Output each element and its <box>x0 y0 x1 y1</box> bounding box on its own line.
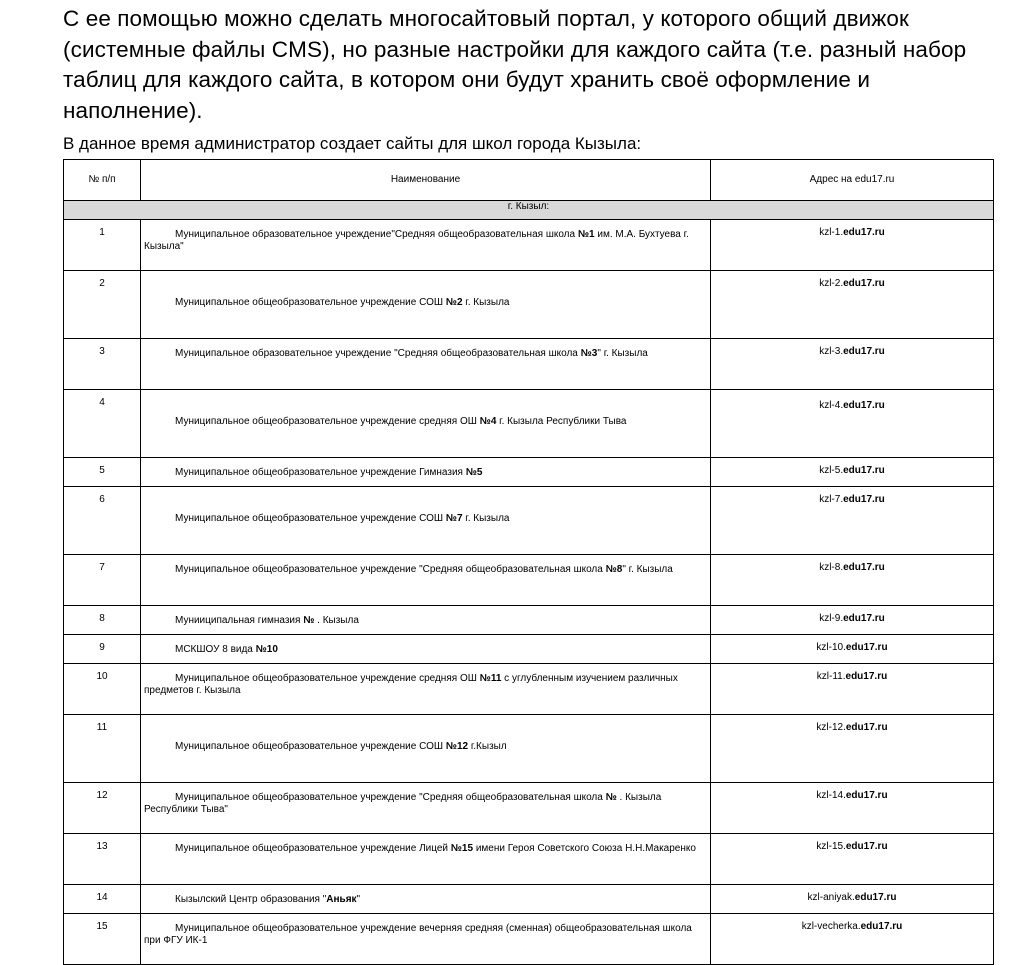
site-domain: edu17.ru <box>843 613 885 624</box>
school-name-suffix: г.Кызыл <box>468 741 507 752</box>
table-row <box>64 339 994 390</box>
school-name <box>141 783 711 834</box>
school-name <box>141 271 711 339</box>
school-name-text: Муниципальное общеобразовательное учреждение средняя ОШ <box>175 416 480 427</box>
row-number: 12 <box>64 783 141 834</box>
table-row <box>64 664 994 715</box>
school-name-suffix: им. М.А. Бухтуева г. Кызыла" <box>144 229 689 252</box>
school-number: №2 <box>445 297 463 308</box>
intro-paragraph: С ее помощью можно сделать многосайтовый портал, у которого общий движок (системные файлы CMS), но разные настройки для каждого сайта (т.е. разный набор таблиц для каждого сайта, в котором они будут хранить своё оформление и наполнение). <box>63 6 967 123</box>
table-row <box>64 390 994 458</box>
city-group-cell: г. Кызыл: <box>64 201 994 220</box>
table-row <box>64 220 994 271</box>
site-address <box>711 390 994 458</box>
site-subdomain: kzl-12. <box>816 722 846 733</box>
table-row <box>64 885 994 914</box>
school-name <box>141 834 711 885</box>
school-name <box>141 635 711 664</box>
school-name-text: Муниципальное образовательное учреждение"Средняя общеобразовательная школа <box>175 229 578 240</box>
school-name <box>141 555 711 606</box>
school-name-text: Муниципальное общеобразовательное учреждение СОШ <box>175 297 446 308</box>
school-name-suffix: г. Кызыла <box>462 297 510 308</box>
school-name <box>141 885 711 914</box>
site-address <box>711 914 994 965</box>
header-address: Адрес на edu17.ru <box>711 160 994 201</box>
school-number: №3 <box>580 348 598 359</box>
site-subdomain: kzl-8. <box>819 562 844 573</box>
site-domain: edu17.ru <box>845 790 888 801</box>
schools-table <box>63 159 994 965</box>
school-name-text: Муниципальное общеобразовательное учреждение "Средняя общеобразовательная школа <box>175 564 606 575</box>
site-domain: edu17.ru <box>843 278 885 289</box>
school-name-text: Муниципальное общеобразовательное учреждение СОШ <box>175 513 446 524</box>
school-name-text: МСКШОУ 8 вида <box>175 644 256 655</box>
school-number: №4 <box>479 416 497 427</box>
site-subdomain: kzl-3. <box>819 346 844 357</box>
row-number: 14 <box>64 885 141 914</box>
row-number: 13 <box>64 834 141 885</box>
school-name <box>141 914 711 965</box>
school-number: №10 <box>255 644 278 655</box>
row-number: 8 <box>64 606 141 635</box>
school-name-suffix: " г. Кызыла <box>622 564 673 575</box>
school-name-text: Муниципальное общеобразовательное учреждение Лицей <box>175 843 451 854</box>
school-number: №15 <box>450 843 474 854</box>
site-domain: edu17.ru <box>845 642 888 653</box>
site-subdomain: kzl-1. <box>819 227 844 238</box>
school-name-text: Муниципальное общеобразовательное учреждение СОШ <box>175 741 446 752</box>
site-address <box>711 606 994 635</box>
school-name <box>141 487 711 555</box>
table-header-row <box>64 160 994 201</box>
row-number: 1 <box>64 220 141 271</box>
row-number: 11 <box>64 715 141 783</box>
site-address <box>711 715 994 783</box>
lead-sentence: В данное время администратор создает сайты для школ города Кызыла: <box>63 134 642 153</box>
school-number: №7 <box>445 513 463 524</box>
row-number: 15 <box>64 914 141 965</box>
row-number: 9 <box>64 635 141 664</box>
row-number: 5 <box>64 458 141 487</box>
site-domain: edu17.ru <box>845 841 888 852</box>
school-name-text: Муниципальное общеобразовательное учреждение "Средняя общеобразовательная школа <box>175 792 606 803</box>
site-subdomain: kzl-9. <box>819 613 844 624</box>
school-name-suffix: г. Кызыла Республики Тыва <box>496 416 627 427</box>
header-num: № п/п <box>64 160 141 201</box>
site-subdomain: kzl-vecherka. <box>801 921 861 932</box>
table-row <box>64 271 994 339</box>
school-name <box>141 220 711 271</box>
site-domain: edu17.ru <box>843 346 885 357</box>
site-address <box>711 555 994 606</box>
site-address <box>711 487 994 555</box>
school-number: №5 <box>465 467 483 478</box>
site-address <box>711 783 994 834</box>
site-subdomain: kzl-5. <box>819 465 844 476</box>
school-name <box>141 715 711 783</box>
row-number: 2 <box>64 271 141 339</box>
site-subdomain: kzl-4. <box>819 400 844 411</box>
school-number: № <box>605 792 617 803</box>
site-address <box>711 834 994 885</box>
city-group-row <box>64 201 994 220</box>
site-domain: edu17.ru <box>843 494 885 505</box>
school-name-text: Мунииципальная гимназия <box>175 615 304 626</box>
school-name <box>141 390 711 458</box>
site-subdomain: kzl-15. <box>816 841 846 852</box>
school-name-text: Муниципальное общеобразовательное учреждение вечерняя средняя (сменная) общеобразовательная школа при ФГУ ИК-1 <box>144 923 692 946</box>
site-address <box>711 271 994 339</box>
site-domain: edu17.ru <box>843 465 885 476</box>
site-subdomain: kzl-aniyak. <box>807 892 855 903</box>
school-name-text: Муниципальное общеобразовательное учреждение средняя ОШ <box>175 673 480 684</box>
school-name-suffix: имени Героя Советского Союза Н.Н.Макаренко <box>473 843 696 854</box>
site-address <box>711 458 994 487</box>
table-row <box>64 458 994 487</box>
site-subdomain: kzl-2. <box>819 278 844 289</box>
table-row <box>64 487 994 555</box>
site-address <box>711 635 994 664</box>
school-name-suffix: . Кызыла Республики Тыва" <box>144 792 662 815</box>
school-name <box>141 458 711 487</box>
school-name-suffix: с углубленным изучением различных предметов г. Кызыла <box>144 673 678 696</box>
table-row <box>64 914 994 965</box>
school-name-suffix: " <box>356 894 361 905</box>
site-domain: edu17.ru <box>860 921 903 932</box>
school-number: № <box>303 615 315 626</box>
site-subdomain: kzl-14. <box>816 790 846 801</box>
school-name-text: Кызылский Центр образования " <box>175 894 327 905</box>
table-row <box>64 783 994 834</box>
school-name <box>141 339 711 390</box>
school-name-suffix: . Кызыла <box>314 615 359 626</box>
site-subdomain: kzl-11. <box>816 671 846 682</box>
school-number: №1 <box>577 229 595 240</box>
site-subdomain: kzl-10. <box>816 642 846 653</box>
school-number: №11 <box>479 673 502 684</box>
table-row <box>64 834 994 885</box>
school-number: №12 <box>445 741 469 752</box>
site-address <box>711 220 994 271</box>
site-domain: edu17.ru <box>843 400 885 411</box>
school-number: №8 <box>605 564 623 575</box>
row-number: 10 <box>64 664 141 715</box>
row-number: 4 <box>64 390 141 458</box>
school-name <box>141 606 711 635</box>
school-number: Аньяк <box>326 894 357 905</box>
site-domain: edu17.ru <box>843 227 885 238</box>
school-name-suffix: г. Кызыла <box>462 513 510 524</box>
table-row <box>64 635 994 664</box>
site-address <box>711 664 994 715</box>
site-domain: edu17.ru <box>843 562 885 573</box>
table-row <box>64 715 994 783</box>
row-number: 7 <box>64 555 141 606</box>
school-name-text: Муниципальное общеобразовательное учреждение Гимназия <box>175 467 466 478</box>
site-domain: edu17.ru <box>854 892 897 903</box>
site-address <box>711 885 994 914</box>
row-number: 6 <box>64 487 141 555</box>
site-domain: edu17.ru <box>845 722 888 733</box>
site-address <box>711 339 994 390</box>
row-number: 3 <box>64 339 141 390</box>
site-subdomain: kzl-7. <box>819 494 844 505</box>
school-name-suffix: " г. Кызыла <box>597 348 648 359</box>
header-name: Наименование <box>141 160 711 201</box>
school-name-text: Муниципальное образовательное учреждение "Средняя общеобразовательная школа <box>175 348 581 359</box>
table-row <box>64 555 994 606</box>
site-domain: edu17.ru <box>845 671 888 682</box>
school-name <box>141 664 711 715</box>
table-row <box>64 606 994 635</box>
